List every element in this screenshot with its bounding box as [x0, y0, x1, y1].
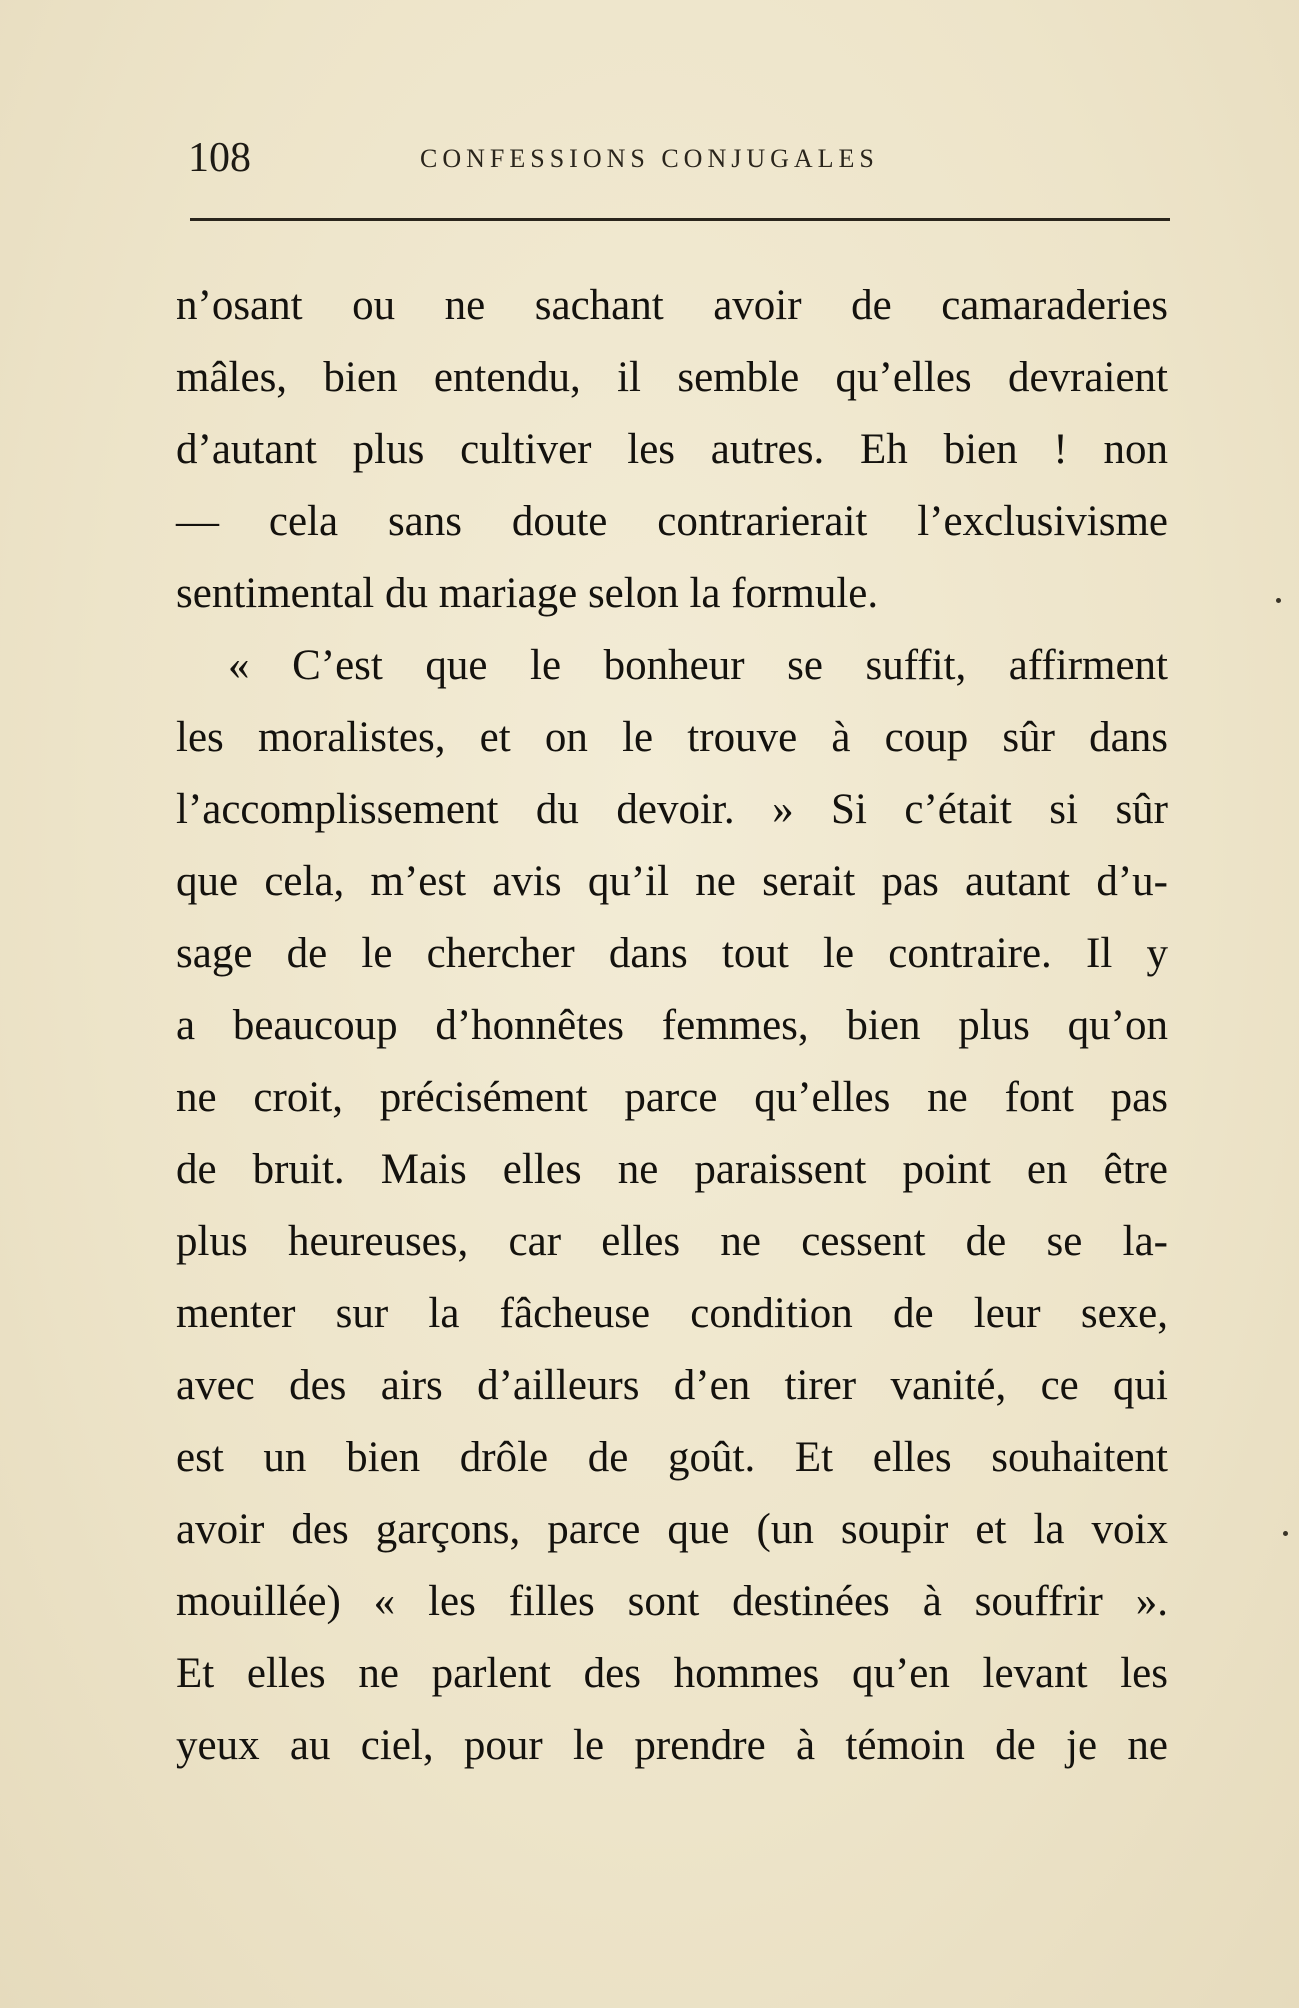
text-line: n’osant ou ne sachant avoir de camaraderies	[176, 282, 1168, 329]
text-line: sentimental du mariage selon la formule.	[176, 570, 879, 617]
body-text	[176, 270, 1168, 1782]
text-line: les moralistes, et on le trouve à coup sûr dans	[176, 714, 1168, 761]
text-line: mouillée) « les filles sont destinées à souffrir ».	[176, 1578, 1168, 1625]
paper-speck	[1283, 1531, 1288, 1536]
text-line: mâles, bien entendu, il semble qu’elles devraient	[176, 354, 1168, 401]
text-line: de bruit. Mais elles ne paraissent point en être	[176, 1146, 1168, 1193]
running-title: CONFESSIONS CONJUGALES	[420, 144, 879, 173]
header-rule	[190, 218, 1170, 221]
text-line: ne croit, précisément parce qu’elles ne font pas	[176, 1074, 1168, 1121]
page-number: 108	[188, 135, 251, 181]
page-header	[188, 126, 1188, 186]
text-line: yeux au ciel, pour le prendre à témoin de je ne	[176, 1722, 1168, 1769]
text-line: avoir des garçons, parce que (un soupir et la voix	[176, 1506, 1168, 1553]
text-line: que cela, m’est avis qu’il ne serait pas autant d’u-	[176, 858, 1168, 905]
text-line: sage de le chercher dans tout le contraire. Il y	[176, 930, 1168, 977]
text-line: est un bien drôle de goût. Et elles souhaitent	[176, 1434, 1168, 1481]
paper-speck	[1276, 598, 1281, 603]
text-line: a beaucoup d’honnêtes femmes, bien plus qu’on	[176, 1002, 1168, 1049]
text-line: Et elles ne parlent des hommes qu’en levant les	[176, 1650, 1168, 1697]
text-line: avec des airs d’ailleurs d’en tirer vanité, ce qui	[176, 1362, 1168, 1409]
text-line: plus heureuses, car elles ne cessent de se la-	[176, 1218, 1168, 1265]
text-line: — cela sans doute contrarierait l’exclusivisme	[176, 498, 1168, 545]
text-line: d’autant plus cultiver les autres. Eh bien ! non	[176, 426, 1168, 473]
text-line: « C’est que le bonheur se suffit, affirment	[228, 642, 1168, 689]
text-line: l’accomplissement du devoir. » Si c’était si sûr	[176, 786, 1168, 833]
text-line: menter sur la fâcheuse condition de leur sexe,	[176, 1290, 1168, 1337]
